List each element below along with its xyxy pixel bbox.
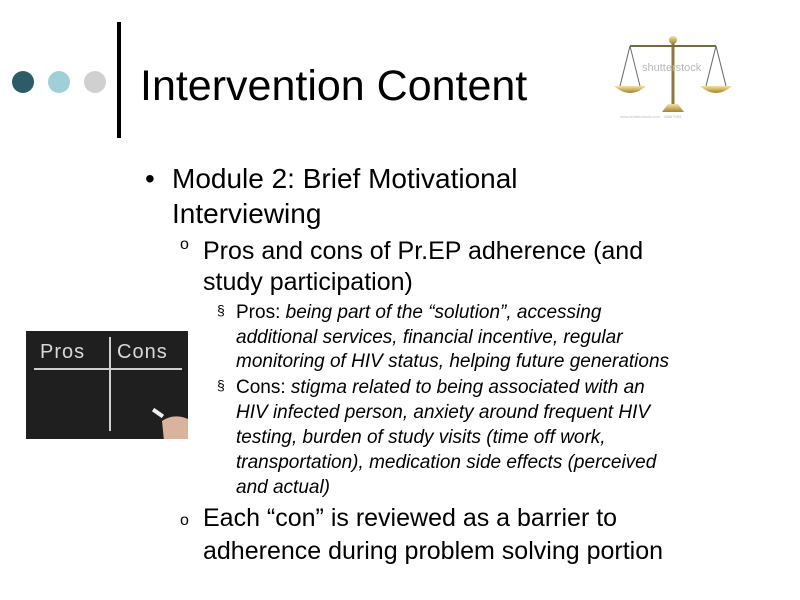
pros-cons-line-2: study participation) (203, 268, 413, 296)
cons-line-4 (236, 450, 656, 475)
image-caption: www.shutterstock.com · 38867983 (620, 114, 682, 119)
pros-line-2 (236, 325, 623, 350)
pros-cons-line-1: Pros and cons of Pr.EP adherence (and (203, 237, 644, 265)
cons-label: Cons: (236, 377, 291, 398)
board-cons-label: Cons (117, 341, 168, 363)
title-divider (117, 22, 121, 138)
bullet-level2-symbol: o (180, 236, 189, 253)
board-pros-label: Pros (40, 341, 86, 363)
cons-line-2 (236, 400, 650, 425)
module-line-2: Interviewing (172, 198, 322, 229)
bullet-level3-symbol: § (217, 377, 225, 393)
pros-line-2-text: additional services, financial incentive, regular (236, 327, 623, 348)
cons-text (236, 375, 645, 400)
pros-label: Pros: (236, 302, 286, 323)
each-con-line-2: adherence during problem solving portion (203, 537, 664, 565)
pros-line-3-text: monitoring of HIV status, helping future generations (236, 351, 670, 372)
pros-line-3 (236, 349, 669, 374)
bullet-level2-symbol: o (180, 512, 189, 529)
bullet-level1-symbol: • (145, 163, 155, 194)
chalkboard-image (26, 331, 188, 439)
hand-with-chalk-icon (144, 401, 188, 439)
each-con-line-1: Each “con” is reviewed as a barrier to (203, 504, 618, 532)
slide-title: Intervention Content (140, 62, 528, 110)
cons-line-3-text: testing, burden of study visits (time off work, (236, 427, 606, 448)
pros-line-1: being part of the “solution”, accessing (285, 302, 602, 323)
decorative-dot-dark (12, 71, 34, 93)
board-horizontal-line (34, 368, 182, 370)
decorative-dot-light-blue (48, 71, 70, 93)
cons-line-4-text: transportation), medication side effects (perceived (236, 452, 657, 473)
cons-line-5 (236, 475, 330, 500)
cons-line-5-text: and actual) (236, 477, 331, 498)
module-line-1: Module 2: Brief Motivational (172, 163, 518, 194)
bullet-level3-symbol: § (217, 302, 225, 318)
cons-line-2-text: HIV infected person, anxiety around frequent HIV (236, 402, 651, 423)
pros-text (236, 300, 756, 325)
balance-scales-image (612, 30, 734, 122)
cons-line-1: stigma related to being associated with an (290, 377, 645, 398)
cons-line-3 (236, 425, 606, 450)
image-watermark: shutterstock (642, 62, 702, 74)
board-vertical-line (109, 337, 111, 431)
decorative-dot-gray (84, 71, 106, 93)
